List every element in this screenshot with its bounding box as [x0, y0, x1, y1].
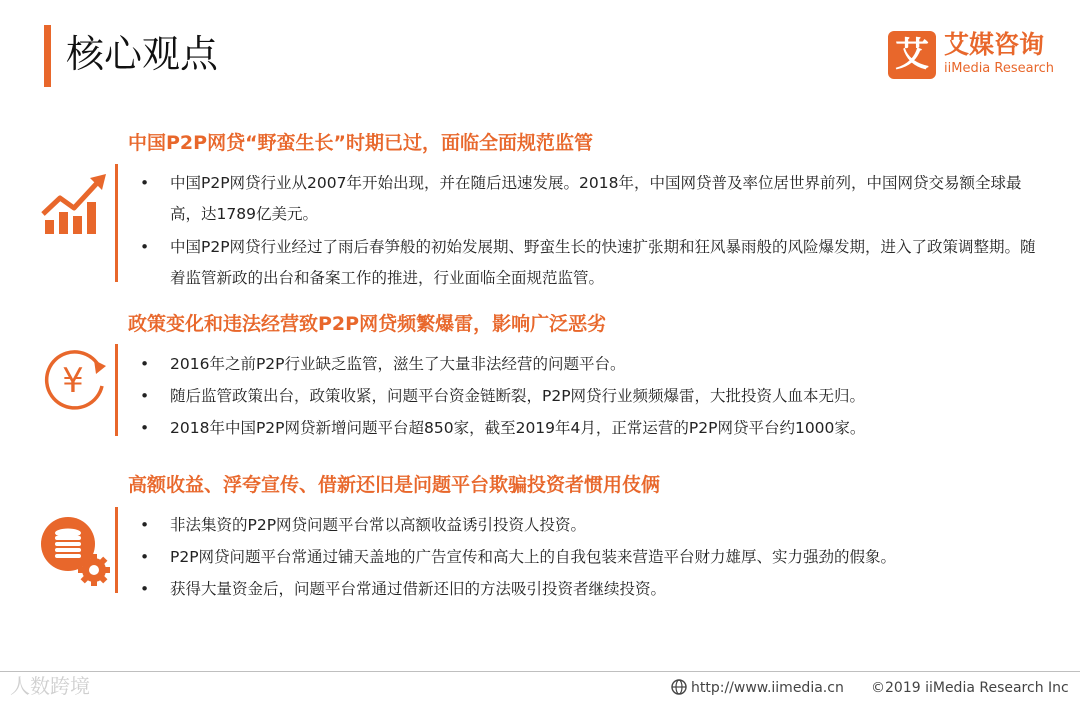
page-title: 核心观点: [66, 32, 219, 76]
logo-mark-glyph: 艾: [895, 35, 929, 75]
section-accent-line: [115, 164, 118, 282]
rising-bar-chart-icon: [40, 170, 110, 240]
logo-name-en: iiMedia Research: [944, 61, 1055, 76]
footer-divider: [0, 671, 1080, 672]
bullet-list: [140, 348, 1040, 444]
watermark: 人数跨境: [10, 674, 90, 698]
bullet-item: • 中国P2P网贷行业从2007年开始出现，并在随后迅速发展。2018年，中国网贷普及率位居世界前列，中国网贷交易额全球最高，达1789亿美元。: [140, 168, 1040, 230]
bullet-item: • P2P网贷问题平台常通过铺天盖地的广告宣传和高大上的自我包装来营造平台财力雄厚、实力强劲的假象。: [140, 541, 1040, 573]
bullet-item: • 2018年中国P2P网贷新增问题平台超850家，截至2019年4月，正常运营的P2P网贷平台约1000家。: [140, 412, 1040, 444]
logo-name-cn: 艾媒咨询: [944, 30, 1045, 59]
coins-gear-icon: [40, 514, 110, 584]
footer-url-link[interactable]: [671, 679, 844, 700]
bullet-item: • 获得大量资金后，问题平台常通过借新还旧的方法吸引投资者继续投资。: [140, 573, 1040, 605]
footer-url-text: http://www.iimedia.cn: [691, 680, 844, 696]
section-accent-line: [115, 344, 118, 436]
bullet-item: • 随后监管政策出台，政策收紧，问题平台资金链断裂，P2P网贷行业频频爆雷，大批投资人血本无归。: [140, 380, 1040, 412]
section-heading: 高额收益、浮夸宣传、借新还旧是问题平台欺骗投资者惯用伎俩: [128, 474, 661, 496]
section-accent-line: [115, 507, 118, 593]
yuan-circulation-icon: [40, 344, 110, 414]
bullet-list: [140, 509, 1040, 605]
bullet-item: • 2016年之前P2P行业缺乏监管，滋生了大量非法经营的问题平台。: [140, 348, 1040, 380]
section-heading: 中国P2P网贷“野蛮生长”时期已过，面临全面规范监管: [128, 132, 594, 154]
svg-text:¥: ¥: [62, 361, 84, 401]
footer-copyright: ©2019 iiMedia Research Inc: [871, 680, 1069, 696]
brand-logo: [888, 31, 1066, 81]
section-heading: 政策变化和违法经营致P2P网贷频繁爆雷，影响广泛恶劣: [128, 313, 607, 335]
bullet-item: • 非法集资的P2P网贷问题平台常以高额收益诱引投资人投资。: [140, 509, 1040, 541]
logo-mark-icon: [888, 31, 936, 79]
globe-icon: [671, 679, 687, 700]
bullet-list: [140, 168, 1040, 294]
bullet-item: • 中国P2P网贷行业经过了雨后春笋般的初始发展期、野蛮生长的快速扩张期和狂风暴雨般的风险爆发期，进入了政策调整期。随着监管新政的出台和备案工作的推进，行业面临全面规范监管。: [140, 232, 1040, 294]
title-accent-bar: [44, 25, 51, 87]
